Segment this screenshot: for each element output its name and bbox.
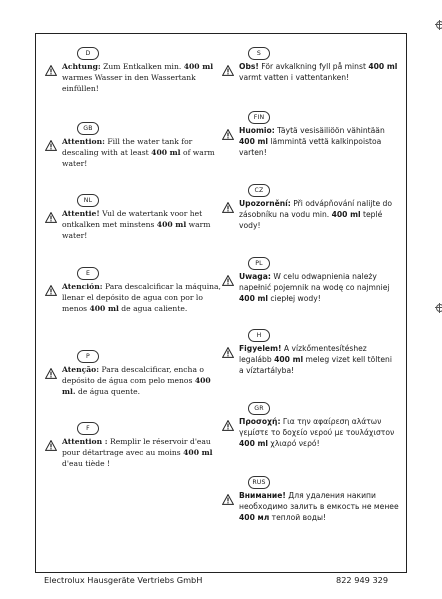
language-badge: RUS <box>248 476 270 489</box>
warning-lead: Achtung: <box>62 62 101 71</box>
warning-amount: 400 ml <box>156 220 187 229</box>
warning-text <box>239 198 399 231</box>
language-badge: FIN <box>248 111 270 124</box>
warning-triangle-icon <box>45 440 57 451</box>
warning-post: de água quente. <box>75 387 141 396</box>
warning-amount: 400 ml <box>89 304 119 313</box>
warning-lead: Huomio: <box>239 126 275 135</box>
warning-pre: Täytä vesisäiliöön vähintään <box>274 126 385 135</box>
warning-pre: För avkalkning fyll på minst <box>258 62 369 71</box>
warning-post: warmes Wasser in den Wassertank einfüllen! <box>62 73 196 93</box>
warning-amount: 400 ml <box>368 62 398 71</box>
language-badge: E <box>77 267 99 280</box>
warning-pre: Для удаления накипи необходимо залить в емкость не менее <box>239 491 399 511</box>
warning-post: de agua caliente. <box>118 304 188 313</box>
warning-post: varmt vatten i vattentanken! <box>239 73 350 82</box>
warning-amount: 400 ml <box>239 294 269 303</box>
footer-company: Electrolux Hausgeräte Vertriebs GmbH <box>44 575 203 585</box>
warning-lead: Uwaga: <box>239 272 271 281</box>
warning-pre: W celu odwapnienia należy napełnić pojemnik na wodę co najmniej <box>239 272 390 292</box>
warning-triangle-icon <box>45 65 57 76</box>
frame-right-rule <box>406 33 407 573</box>
warning-amount: 400 ml <box>239 439 269 448</box>
warning-lead: Προσοχή: <box>239 417 281 426</box>
warning-post: ciepłej wody! <box>268 294 321 303</box>
warning-text <box>239 416 399 449</box>
warning-post: lämmintä vettä kalkinpoistoa varten! <box>239 137 382 157</box>
warning-triangle-icon <box>222 65 234 76</box>
language-badge: S <box>248 47 270 60</box>
language-badge: NL <box>77 194 99 207</box>
warning-pre: Fill the water tank for descaling with at least <box>62 137 193 157</box>
warning-lead: Atención: <box>62 282 103 291</box>
warning-amount: 400 ml <box>151 148 181 157</box>
warning-text <box>62 436 222 469</box>
warning-text <box>62 281 222 314</box>
language-badge: F <box>77 422 99 435</box>
warning-lead: Atenção: <box>62 365 100 374</box>
language-badge: D <box>77 47 99 60</box>
warning-post: warm water! <box>62 220 211 240</box>
warning-text <box>239 490 399 523</box>
warning-amount: 400 ml <box>331 210 361 219</box>
warning-post: meleg vizet kell tölteni a víztartályba! <box>239 355 392 375</box>
warning-amount: 400 ml <box>239 137 269 146</box>
warning-post: of warm water! <box>62 148 215 168</box>
language-badge: GB <box>77 122 99 135</box>
warning-text <box>62 136 222 169</box>
language-badge: H <box>248 329 270 342</box>
warning-lead: Внимание! <box>239 491 286 500</box>
language-badge: P <box>77 350 99 363</box>
warning-post: χλιαρό νερό! <box>268 439 320 448</box>
warning-text <box>239 271 399 304</box>
warning-triangle-icon <box>222 202 234 213</box>
warning-triangle-icon <box>222 347 234 358</box>
warning-pre: Zum Entkalken min. <box>100 62 184 71</box>
warning-triangle-icon <box>45 368 57 379</box>
warning-text <box>62 208 222 241</box>
warning-triangle-icon <box>45 212 57 223</box>
warning-triangle-icon <box>222 275 234 286</box>
warning-text <box>239 343 399 376</box>
frame-left-rule <box>35 33 36 573</box>
language-badge: GR <box>248 402 270 415</box>
warning-pre: Para descalcificar, encha o depósito de água com pelo menos <box>62 365 204 385</box>
warning-text <box>239 61 399 83</box>
warning-lead: Upozornění: <box>239 199 291 208</box>
warning-pre: Při odvápňování nalijte do zásobníku na vodu min. <box>239 199 393 219</box>
warning-triangle-icon <box>222 129 234 140</box>
warning-text <box>62 364 222 397</box>
warning-text <box>62 61 222 94</box>
warning-triangle-icon <box>222 494 234 505</box>
warning-pre: Vul de watertank voor het ontkalken met minstens <box>62 209 203 229</box>
warning-pre: Remplir le réservoir d'eau pour détartrage avec au moins <box>62 437 211 457</box>
warning-lead: Attentie! <box>62 209 100 218</box>
warning-lead: Figyelem! <box>239 344 282 353</box>
warning-triangle-icon <box>222 420 234 431</box>
footer-part-number: 822 949 329 <box>336 575 389 585</box>
frame-top-rule <box>35 33 407 34</box>
frame-bottom-rule <box>35 572 407 573</box>
warning-pre: A vízkőmentesítéshez legalább <box>239 344 367 364</box>
language-badge: PL <box>248 257 270 270</box>
warning-amount: 400 ml <box>183 448 213 457</box>
warning-lead: Obs! <box>239 62 259 71</box>
warning-lead: Attention: <box>62 137 105 146</box>
warning-post: теплой воды! <box>269 513 326 522</box>
warning-text <box>239 125 399 158</box>
warning-amount: 400 мл <box>239 513 270 522</box>
warning-lead: Attention : <box>62 437 108 446</box>
warning-post: d'eau tiède ! <box>62 459 111 468</box>
warning-pre: Para descalcificar la máquina, llenar el depósito de agua con por lo menos <box>62 282 221 313</box>
language-badge: CZ <box>248 184 270 197</box>
warning-triangle-icon <box>45 285 57 296</box>
warning-pre: Για την αφαίρεση αλάτων γεμίστε το δοχείο νερού με τουλάχιστον <box>239 417 395 437</box>
warning-amount: 400 ml <box>183 62 214 71</box>
warning-triangle-icon <box>45 140 57 151</box>
warning-post: teplé vody! <box>239 210 383 230</box>
warning-amount: 400 ml. <box>62 376 211 396</box>
warning-amount: 400 ml <box>274 355 304 364</box>
